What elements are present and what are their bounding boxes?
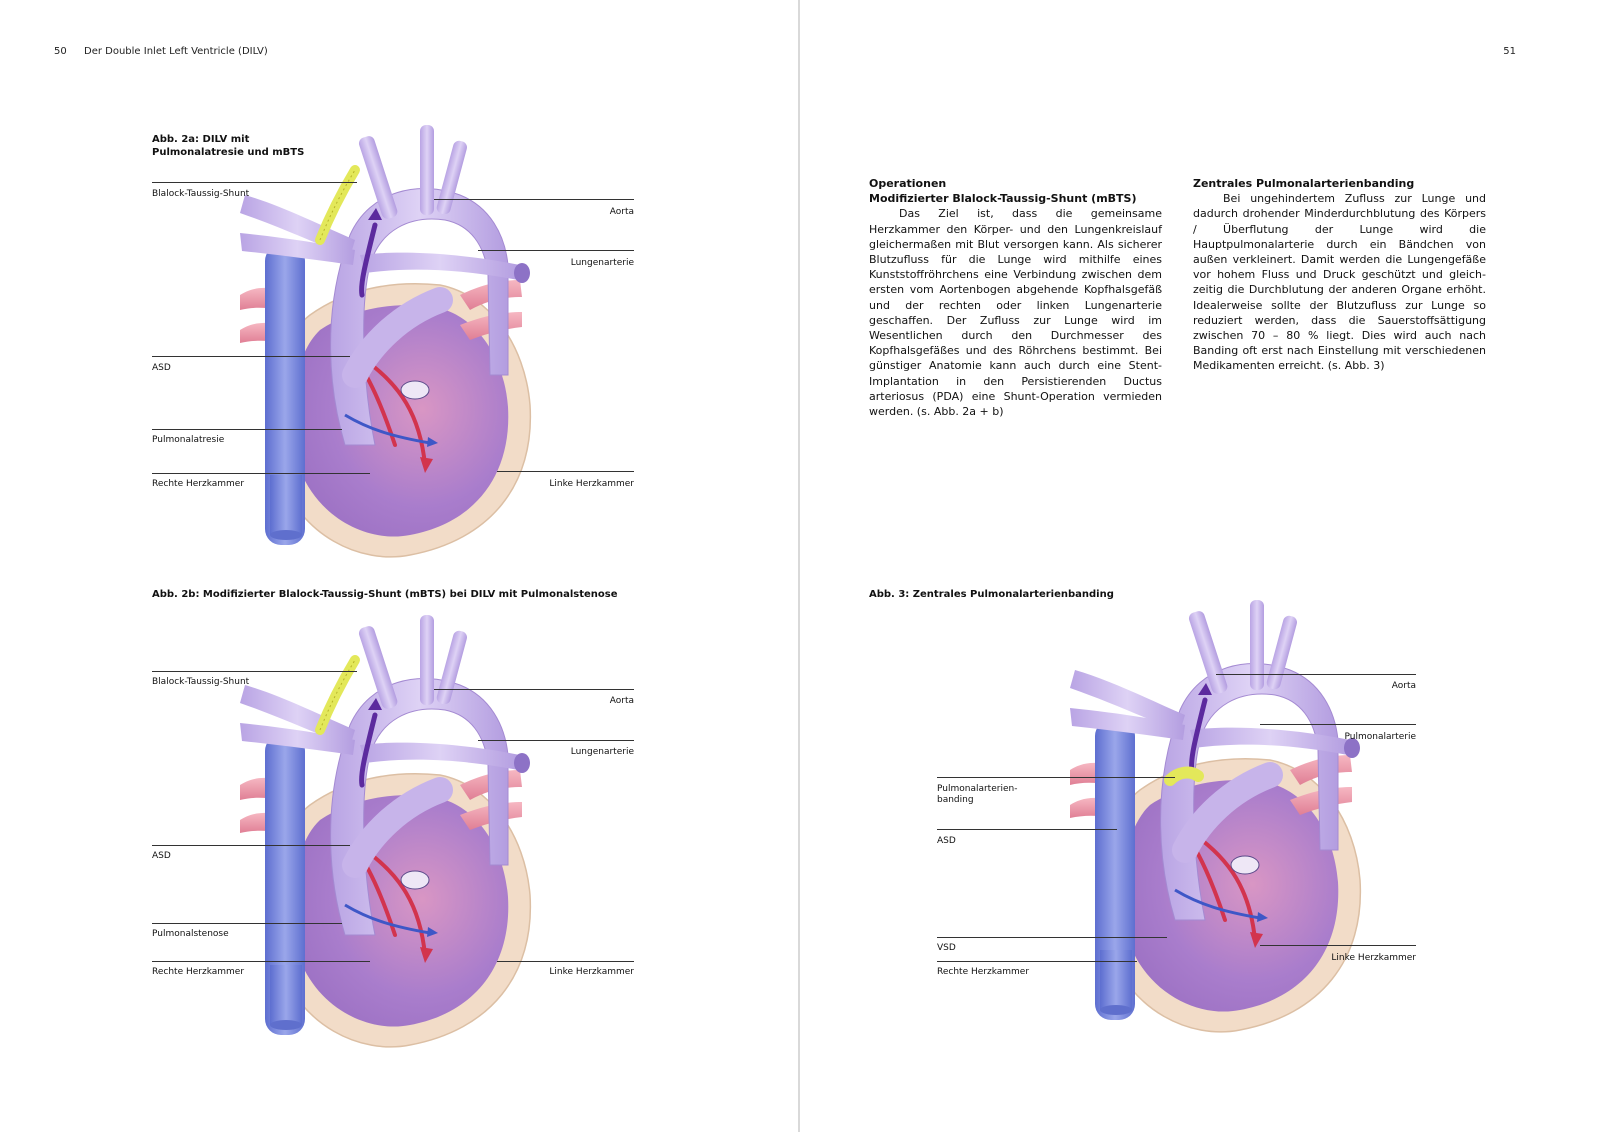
leader-aorta-a — [434, 199, 634, 200]
leader-linke-3 — [1260, 945, 1416, 946]
text-column-mbts — [869, 176, 1162, 419]
label-linke-3: Linke Herzkammer — [1331, 953, 1416, 963]
label-aorta-a: Aorta — [609, 207, 634, 217]
leader-linke-b — [497, 961, 634, 962]
leader-blalock-a — [152, 182, 357, 183]
label-blalock-b: Blalock-Taussig-Shunt — [152, 677, 250, 687]
running-head: Der Double Inlet Left Ventricle (DILV) — [84, 46, 268, 57]
leader-rechte-3 — [937, 961, 1137, 962]
label-rechte-b: Rechte Herzkammer — [152, 967, 245, 977]
figure-2b-heart-illustration — [170, 605, 570, 1055]
figure-3-heart-illustration — [1000, 590, 1400, 1040]
text-column-banding — [1193, 176, 1486, 374]
leader-rechte-b — [152, 961, 370, 962]
leader-rechte-a — [152, 473, 370, 474]
heading-banding: Zentrales Pulmonalarterienbanding — [1193, 177, 1415, 190]
label-pulmonalatresie: Pulmonalatresie — [152, 435, 225, 445]
figure-3-caption: Abb. 3: Zentrales Pulmonalarterienbanding — [869, 589, 1114, 600]
label-linke-a: Linke Herzkammer — [549, 479, 634, 489]
leader-linke-a — [497, 471, 634, 472]
leader-asd-3 — [937, 829, 1117, 830]
heading-mbts: Modifizierter Blalock-Taussig-Shunt (mBTS) — [869, 192, 1137, 206]
label-aorta-3: Aorta — [1391, 681, 1416, 691]
leader-banding-3 — [937, 777, 1175, 778]
label-banding-3: Pulmonalarterien- banding — [937, 784, 1018, 805]
leader-asd-b — [152, 845, 350, 846]
label-asd-b: ASD — [152, 851, 171, 861]
label-lungenarterie-a: Lungenarterie — [570, 258, 634, 268]
label-blalock-a: Blalock-Taussig-Shunt — [152, 189, 250, 199]
leader-lungenarterie-b — [478, 740, 634, 741]
label-lungenarterie-b: Lungenarterie — [570, 747, 634, 757]
label-rechte-a: Rechte Herzkammer — [152, 479, 245, 489]
leader-aorta-b — [434, 689, 634, 690]
label-asd-3: ASD — [937, 836, 956, 846]
leader-vsd-3 — [937, 937, 1167, 938]
right-page — [800, 0, 1600, 1132]
label-aorta-b: Aorta — [609, 696, 634, 706]
leader-lungenarterie-a — [478, 250, 634, 251]
label-vsd-3: VSD — [937, 943, 956, 953]
label-asd-a: ASD — [152, 363, 171, 373]
leader-aorta-3 — [1216, 674, 1416, 675]
label-linke-b: Linke Herzkammer — [549, 967, 634, 977]
label-pulmonalstenose: Pulmonalstenose — [152, 929, 229, 939]
figure-2b-caption: Abb. 2b: Modifizierter Blalock-Taussig-Shunt (mBTS) bei DILV mit Pulmonalstenose — [152, 589, 618, 600]
leader-blalock-b — [152, 671, 357, 672]
leader-pulmonal-b — [152, 923, 342, 924]
page-number-left: 50 — [54, 46, 67, 57]
page-number-right: 51 — [1503, 46, 1516, 57]
body-mbts: Das Ziel ist, dass die gemeinsame Herzkammer den Körper- und den Lungenkreislauf gleichermaßen mit Blut versorgen kann. Als sicherer Blutzufluss für die Lunge wird mithilfe eines Kunststoffröhrchens eine Verbindung zwischen dem ersten vom Aortenbogen abgehende Kopfhalsgefäß und der rechten oder linken Lungenarterie geschaffen. Der Zufluss zur Lunge wird im Wesentlichen durch den Durchmesser des Kopfhalsgefäßes und des Röhrchens bestimmt. Bei günstiger Anatomie kann auch durch eine Stent-Implantation in den Persistierenden Ductus arteriosus (PDA) eine Shunt-Operation vermieden werden. (s. Abb. 2a + b) — [869, 207, 1162, 419]
section-heading-operationen: Operationen — [869, 177, 947, 190]
body-banding: Bei ungehindertem Zufluss zur Lunge und dadurch drohender Minderdurchblutung des Körpers / Überflutung der Lunge wird die Hauptpulmonalarterie durch ein Bändchen von außen verkleinert. Damit werden die Lungengefäße vor hohem Fluss und Druck geschützt und gleichzeitig die Durchblutung der anderen Organe erhöht. Idealerweise sollte der Blutzufluss zur Lunge so reduziert werden, dass die Sauerstoffsättigung zwischen 70 – 80 % liegt. Dies wird auch nach Banding oft erst nach Einstellung mit verschiedenen Medikamenten erreicht. (s. Abb. 3) — [1193, 192, 1486, 373]
label-pulmonalarterie-3: Pulmonalarterie — [1344, 732, 1416, 742]
leader-asd-a — [152, 356, 350, 357]
label-rechte-3: Rechte Herzkammer — [937, 967, 1030, 977]
figure-2a-caption: Abb. 2a: DILV mit Pulmonalatresie und mBTS — [152, 134, 305, 158]
leader-pulmonal-a — [152, 429, 342, 430]
leader-pulmonalarterie-3 — [1260, 724, 1416, 725]
